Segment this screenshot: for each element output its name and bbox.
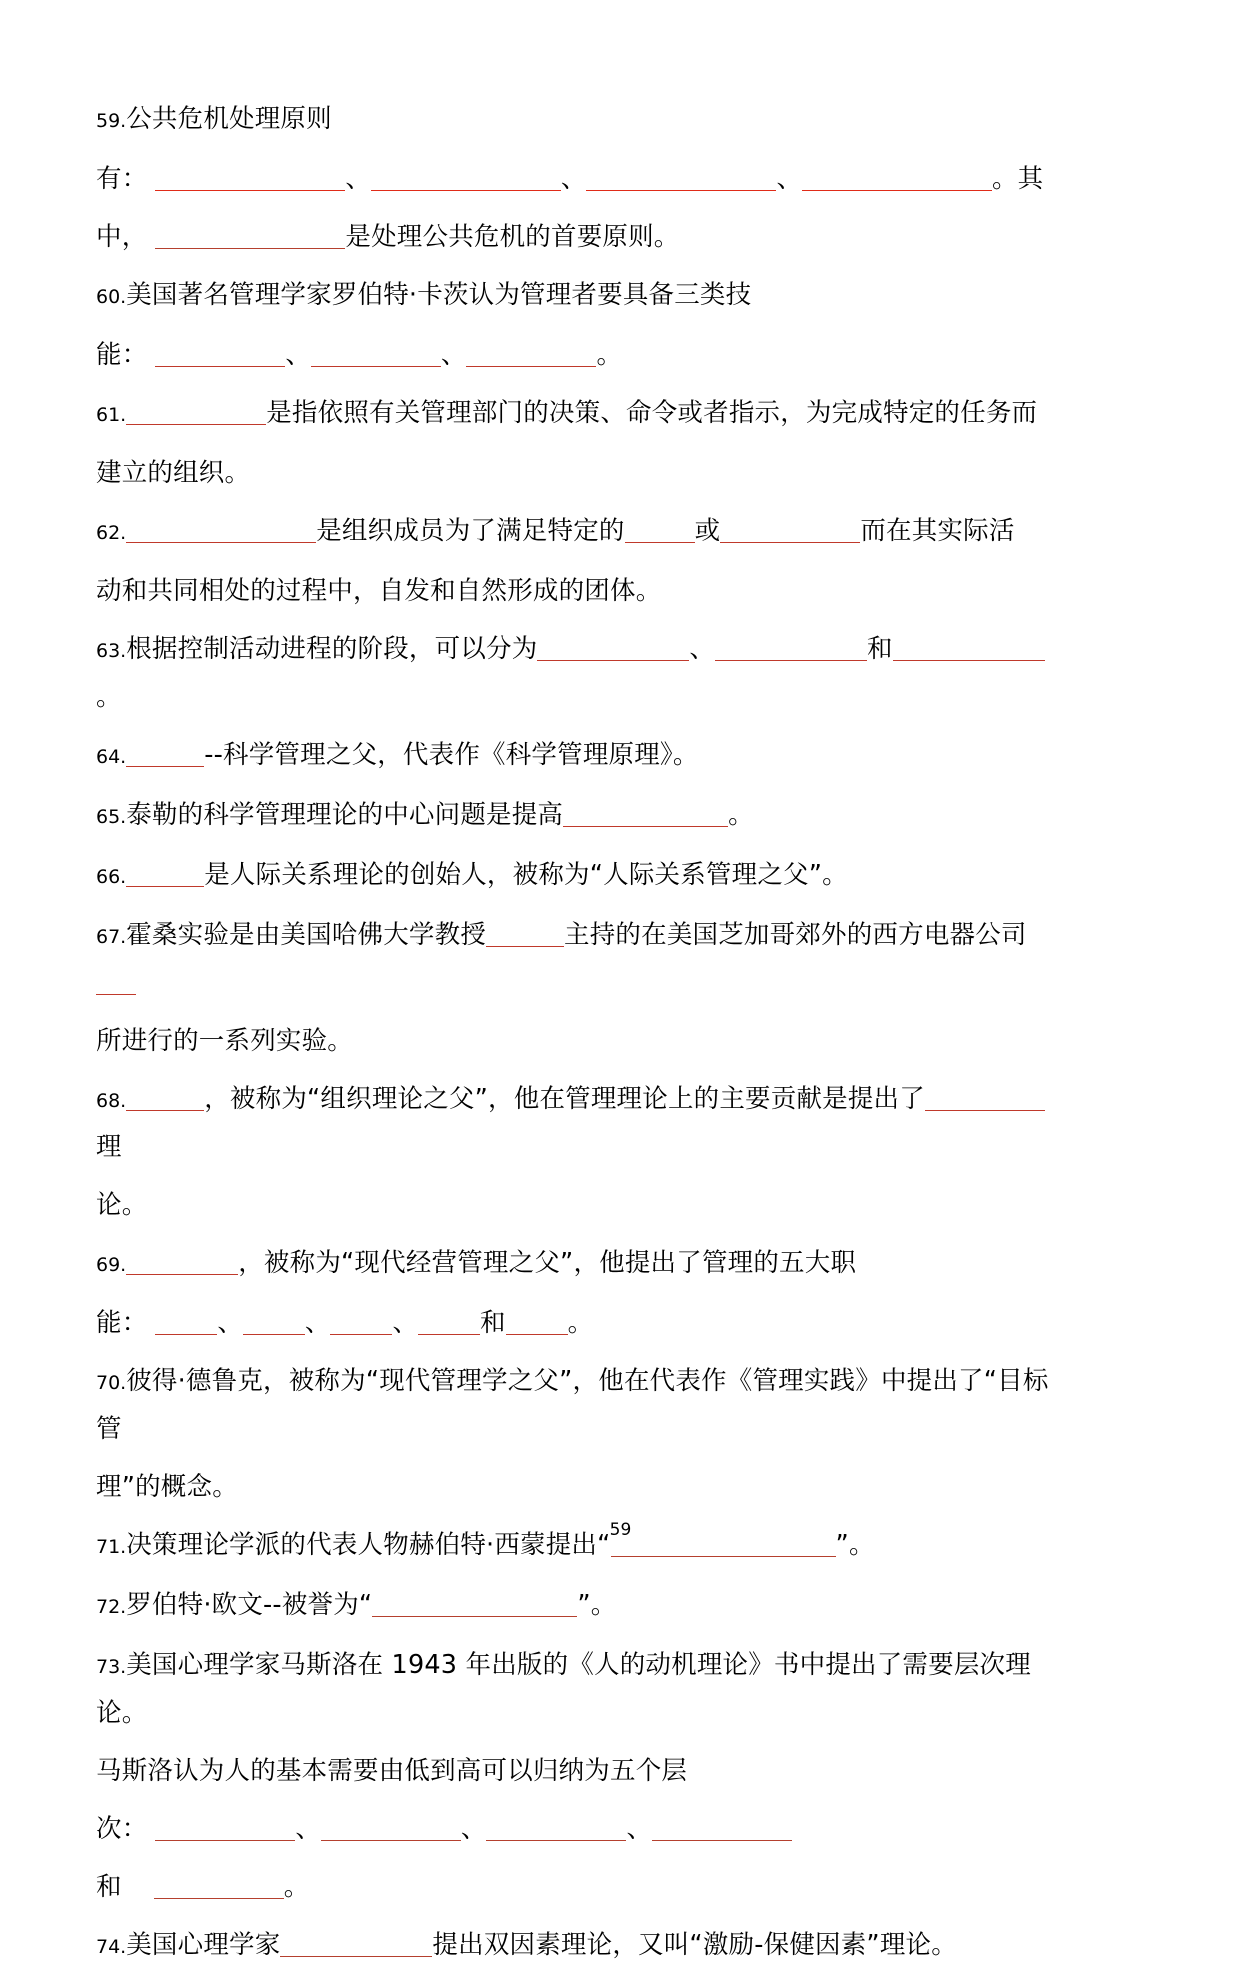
- answer-blank[interactable]: [372, 1590, 577, 1617]
- question-68: [96, 1076, 1056, 1170]
- question-text: 。: [96, 682, 122, 712]
- question-65: [96, 792, 1056, 840]
- question-text: 美国心理学家: [126, 1930, 281, 1960]
- question-text: 马斯洛认为人的基本需要由低到高可以归纳为五个层: [96, 1756, 688, 1786]
- question-number: 68.: [96, 1090, 127, 1112]
- question-67-line2: [96, 1018, 1056, 1064]
- question-number: 66.: [96, 866, 127, 888]
- question-66: [96, 852, 1056, 900]
- answer-blank[interactable]: [126, 860, 204, 887]
- answer-blank[interactable]: [126, 1248, 238, 1275]
- question-text: 和: [866, 634, 893, 664]
- question-text: --科学管理之父，代表作《科学管理原理》。: [204, 740, 699, 770]
- answer-blank[interactable]: [537, 634, 689, 661]
- separator: 、: [304, 1308, 331, 1338]
- answer-blank[interactable]: [586, 164, 776, 191]
- question-number: 65.: [96, 806, 127, 828]
- answer-blank[interactable]: [893, 634, 1045, 661]
- answer-blank[interactable]: [280, 1930, 432, 1957]
- separator: 、: [392, 1308, 418, 1338]
- question-text: 彼得·德鲁克，被称为“现代管理学之父”，他在代表作《管理实践》中提出了“目标管: [96, 1366, 1049, 1444]
- question-text: 是指依照有关管理部门的决策、命令或者指示，为完成特定的任务而: [266, 398, 1038, 428]
- question-text: 主持的在美国芝加哥郊外的西方电器公司: [564, 920, 1027, 950]
- question-text: 而在其实际活: [860, 516, 1015, 546]
- question-73-line3: [96, 1806, 1056, 1852]
- question-number: 67.: [96, 926, 127, 948]
- question-70-line2: [96, 1464, 1056, 1510]
- question-number: 73.: [96, 1656, 127, 1678]
- question-number: 69.: [96, 1254, 127, 1276]
- answer-blank[interactable]: [625, 516, 695, 543]
- question-text: 理: [96, 1132, 122, 1162]
- question-text: 次：: [96, 1814, 148, 1844]
- question-number: 72.: [96, 1596, 127, 1618]
- question-number: 70.: [96, 1372, 127, 1394]
- question-74: [96, 1922, 1056, 1970]
- separator: 、: [689, 634, 715, 664]
- answer-blank[interactable]: [330, 1308, 392, 1335]
- question-text: 有：: [96, 164, 148, 194]
- question-text: 或: [694, 516, 721, 546]
- answer-blank[interactable]: [126, 398, 266, 425]
- question-text: 美国著名管理学家罗伯特·卡茨认为管理者要具备三类技: [126, 280, 752, 310]
- question-number: 74.: [96, 1936, 127, 1958]
- question-60: [96, 272, 1056, 320]
- question-number: 59.: [96, 110, 127, 132]
- page-number: 59: [609, 1520, 632, 1540]
- question-number: 61.: [96, 404, 127, 426]
- answer-blank[interactable]: [243, 1308, 305, 1335]
- answer-blank[interactable]: [418, 1308, 480, 1335]
- separator: 、: [560, 164, 587, 194]
- question-60-line2: [96, 332, 1056, 378]
- question-61-line2: [96, 450, 1056, 496]
- question-text: 是处理公共危机的首要原则。: [345, 222, 680, 252]
- answer-blank[interactable]: [720, 516, 860, 543]
- separator: 、: [295, 1814, 321, 1844]
- question-text: 是组织成员为了满足特定的: [316, 516, 625, 546]
- question-text: 公共危机处理原则: [126, 104, 332, 134]
- question-text: 美国心理学家马斯洛在 1943 年出版的《人的动机理论》书中提出了需要层次理论。: [96, 1650, 1031, 1728]
- question-67: [96, 912, 1056, 1006]
- question-73-line2: [96, 1748, 1056, 1794]
- question-text: ，被称为“组织理论之父”，他在管理理论上的主要贡献是提出了: [204, 1084, 925, 1114]
- question-62-line2: [96, 568, 1056, 614]
- question-63: [96, 626, 1056, 720]
- question-text: 是人际关系理论的创始人，被称为“人际关系管理之父”。: [204, 860, 848, 890]
- question-69-line2: [96, 1300, 1056, 1346]
- question-text: 。: [567, 1308, 594, 1338]
- question-61: [96, 390, 1056, 438]
- answer-blank[interactable]: [311, 340, 441, 367]
- question-text: 提出双因素理论，又叫“激励-保健因素”理论。: [432, 1930, 957, 1960]
- answer-blank[interactable]: [155, 340, 285, 367]
- question-number: 60.: [96, 286, 127, 308]
- question-text: 能：: [96, 340, 148, 370]
- answer-blank[interactable]: [155, 1814, 295, 1841]
- answer-blank[interactable]: [652, 1814, 792, 1841]
- answer-blank[interactable]: [715, 634, 867, 661]
- question-text: 霍桑实验是由美国哈佛大学教授: [126, 920, 487, 950]
- separator: 、: [345, 164, 371, 194]
- question-text: 。其: [991, 164, 1044, 194]
- question-73: [96, 1642, 1056, 1736]
- answer-blank[interactable]: [506, 1308, 568, 1335]
- question-text: 。: [728, 800, 754, 830]
- separator: 、: [285, 340, 311, 370]
- answer-blank[interactable]: [925, 1084, 1045, 1111]
- question-69: [96, 1240, 1056, 1288]
- question-text: ”。: [577, 1590, 617, 1620]
- question-text: 。: [596, 340, 623, 370]
- answer-blank[interactable]: [802, 164, 992, 191]
- answer-blank[interactable]: [126, 516, 316, 543]
- answer-blank[interactable]: [486, 920, 564, 947]
- question-73-line4: [96, 1864, 1056, 1910]
- question-text: 理”的概念。: [96, 1472, 238, 1502]
- answer-blank[interactable]: [486, 1814, 626, 1841]
- question-62: [96, 508, 1056, 556]
- separator: 、: [217, 1308, 243, 1338]
- question-text: 罗伯特·欧文--被誉为“: [126, 1590, 373, 1620]
- question-72: [96, 1582, 1056, 1630]
- separator: 、: [440, 340, 467, 370]
- answer-blank[interactable]: [126, 740, 204, 767]
- answer-blank[interactable]: [155, 164, 345, 191]
- question-text: 和: [479, 1308, 506, 1338]
- question-text: 所进行的一系列实验。: [96, 1026, 354, 1056]
- question-number: 64.: [96, 746, 127, 768]
- question-text: 泰勒的科学管理理论的中心问题是提高: [126, 800, 564, 830]
- question-text: 中，: [96, 222, 148, 252]
- answer-blank[interactable]: [563, 800, 728, 827]
- separator: 、: [626, 1814, 652, 1844]
- answer-blank[interactable]: [371, 164, 561, 191]
- answer-blank[interactable]: [155, 1308, 217, 1335]
- question-text: 。: [283, 1872, 310, 1902]
- question-59-line2: [96, 156, 1056, 202]
- questions-container: [96, 96, 1056, 1982]
- answer-blank[interactable]: [466, 340, 596, 367]
- question-number: 62.: [96, 522, 127, 544]
- question-text: 动和共同相处的过程中，自发和自然形成的团体。: [96, 576, 662, 606]
- question-64: [96, 732, 1056, 780]
- question-text: ，被称为“现代经营管理之父”，他提出了管理的五大职: [238, 1248, 857, 1278]
- question-68-line2: [96, 1182, 1056, 1228]
- question-text: 根据控制活动进程的阶段，可以分为: [126, 634, 538, 664]
- question-number: 71.: [96, 1536, 127, 1558]
- question-text: 能：: [96, 1308, 148, 1338]
- question-text: ”。: [835, 1530, 875, 1560]
- answer-blank[interactable]: [96, 968, 136, 995]
- question-59: [96, 96, 1056, 144]
- answer-blank[interactable]: [321, 1814, 461, 1841]
- answer-blank[interactable]: [154, 1872, 284, 1899]
- question-number: 63.: [96, 640, 127, 662]
- question-text: 论。: [96, 1190, 148, 1220]
- answer-blank[interactable]: [126, 1084, 204, 1111]
- separator: 、: [776, 164, 802, 194]
- separator: 、: [460, 1814, 487, 1844]
- question-70: [96, 1358, 1056, 1452]
- question-text: 决策理论学派的代表人物赫伯特·西蒙提出“: [126, 1530, 611, 1560]
- question-59-line3: [96, 214, 1056, 260]
- answer-blank[interactable]: [155, 222, 345, 249]
- question-text: 和: [96, 1872, 122, 1902]
- question-text: 建立的组织。: [96, 458, 251, 488]
